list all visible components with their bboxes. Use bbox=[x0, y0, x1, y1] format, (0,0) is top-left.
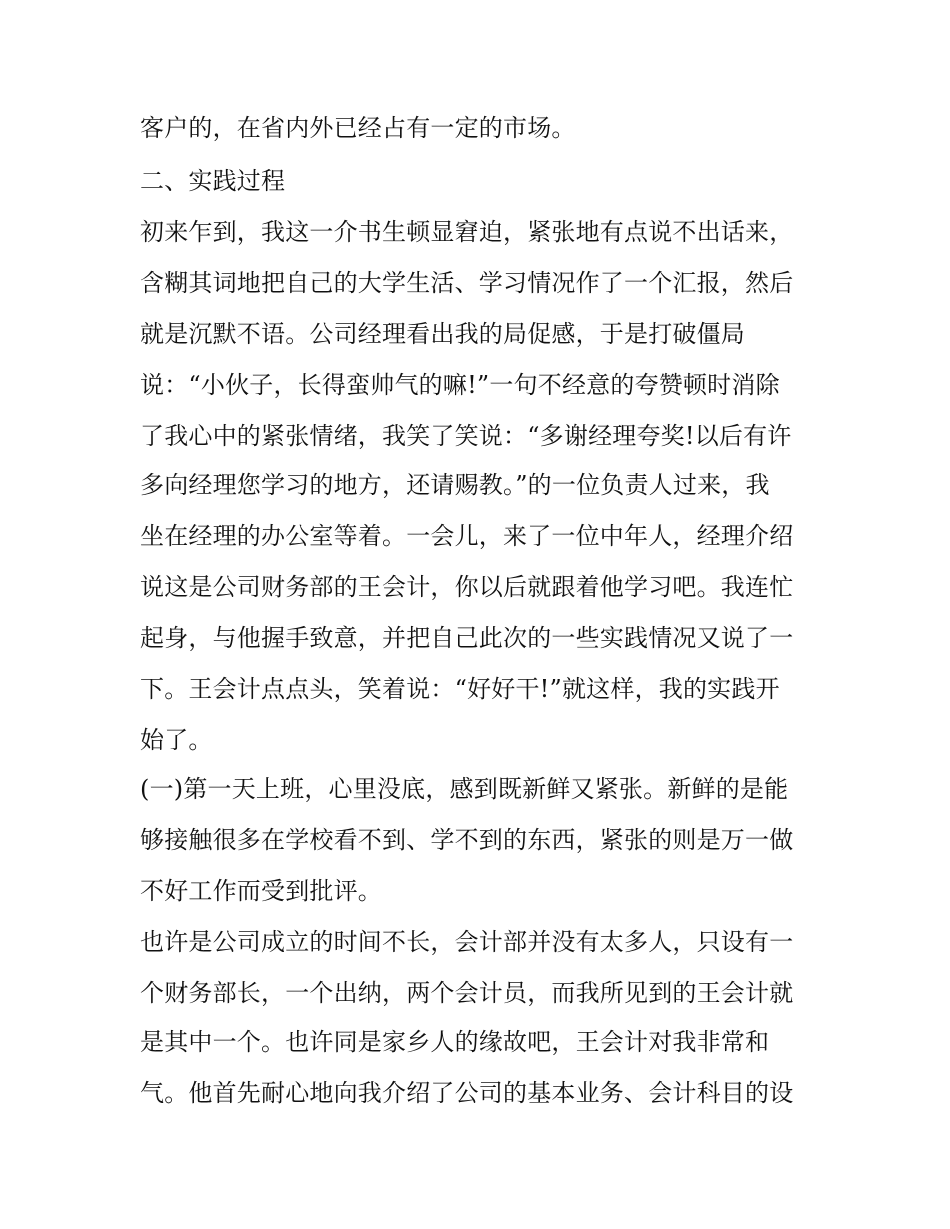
text-line: 含糊其词地把自己的大学生活、学习情况作了一个汇报，然后 bbox=[140, 269, 794, 297]
section-heading: 二、实践过程 bbox=[140, 167, 286, 195]
text-line: (一)第一天上班，心里没底，感到既新鲜又紧张。新鲜的是能 bbox=[140, 775, 789, 803]
text-line: 是其中一个。也许同是家乡人的缘故吧，王会计对我非常和 bbox=[140, 1028, 770, 1056]
text-line: 初来乍到，我这一介书生顿显窘迫，紧张地有点说不出话来， bbox=[140, 218, 794, 246]
text-line: 始了。 bbox=[140, 726, 213, 754]
text-line: 气。他首先耐心地向我介绍了公司的基本业务、会计科目的设 bbox=[140, 1079, 794, 1107]
text-line: 说这是公司财务部的王会计，你以后就跟着他学习吧。我连忙 bbox=[140, 573, 794, 601]
text-line: 不好工作而受到批评。 bbox=[140, 877, 382, 905]
text-line: 就是沉默不语。公司经理看出我的局促感，于是打破僵局 bbox=[140, 320, 745, 348]
text-line: 坐在经理的办公室等着。一会儿，来了一位中年人，经理介绍 bbox=[140, 522, 794, 550]
text-line: 多向经理您学习的地方，还请赐教。”的一位负责人过来，我 bbox=[140, 471, 770, 499]
text-line: 也许是公司成立的时间不长，会计部并没有太多人，只设有一 bbox=[140, 928, 794, 956]
text-line: 个财务部长，一个出纳，两个会计员，而我所见到的王会计就 bbox=[140, 979, 794, 1007]
text-line: 起身，与他握手致意，并把自己此次的一些实践情况又说了一 bbox=[140, 624, 794, 652]
text-line: 够接触很多在学校看不到、学不到的东西，紧张的则是万一做 bbox=[140, 826, 794, 854]
text-line: 了我心中的紧张情绪，我笑了笑说：“多谢经理夸奖!以后有许 bbox=[140, 422, 792, 450]
text-line: 说：“小伙子，长得蛮帅气的嘛!”一句不经意的夸赞顿时消除 bbox=[140, 371, 780, 399]
text-line: 客户的，在省内外已经占有一定的市场。 bbox=[140, 114, 576, 142]
text-line: 下。王会计点点头，笑着说：“好好干!”就这样，我的实践开 bbox=[140, 675, 780, 703]
